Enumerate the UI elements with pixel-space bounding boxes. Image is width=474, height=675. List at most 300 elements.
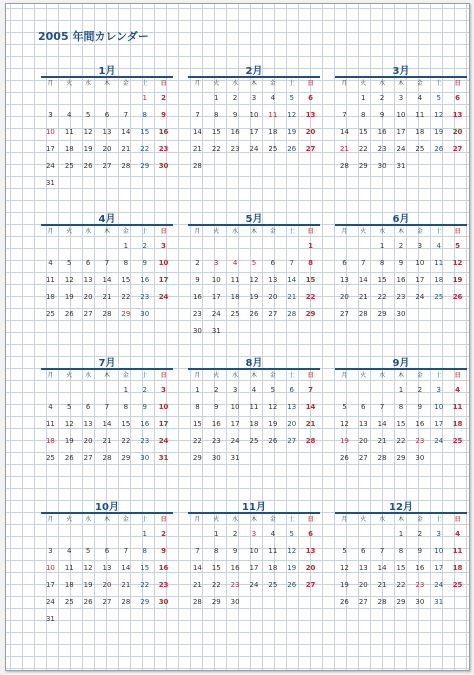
day-cell: 18 <box>64 581 74 589</box>
day-cell: 30 <box>211 454 221 462</box>
day-cell: 4 <box>232 259 238 267</box>
day-cell: 11 <box>415 111 425 119</box>
empty-cell <box>188 238 207 255</box>
month-block <box>188 210 320 340</box>
month-title: 9月 <box>335 354 467 370</box>
day-cell: 14 <box>287 276 297 284</box>
day-cell: 4 <box>270 94 276 102</box>
weekday-header: 水 <box>232 80 239 87</box>
day-cell: 30 <box>415 454 425 462</box>
day-cell: 23 <box>415 437 425 445</box>
day-cell: 26 <box>452 293 463 301</box>
day-cell: 24 <box>249 581 259 589</box>
day-cell: 22 <box>211 581 221 589</box>
day-cell: 12 <box>268 403 278 411</box>
day-cell: 1 <box>361 94 366 102</box>
month-title: 12月 <box>335 498 467 514</box>
weekday-header: 日 <box>160 516 167 523</box>
day-cell: 21 <box>121 145 131 153</box>
weekday-header: 月 <box>47 228 54 235</box>
month-block <box>41 210 173 323</box>
day-cell: 24 <box>45 162 55 170</box>
weekday-header: 木 <box>250 372 257 379</box>
month-block <box>335 354 467 467</box>
empty-cell <box>354 526 373 543</box>
day-cell: 23 <box>140 437 150 445</box>
empty-cell <box>335 382 354 399</box>
day-cell: 29 <box>140 598 150 606</box>
day-cell: 11 <box>268 547 278 555</box>
day-cell: 7 <box>123 547 129 555</box>
day-cell: 26 <box>83 598 93 606</box>
day-cell: 13 <box>452 111 463 119</box>
day-cell: 27 <box>339 310 349 318</box>
day-cell: 22 <box>211 145 221 153</box>
day-cell: 25 <box>452 437 463 445</box>
day-cell: 3 <box>398 94 404 102</box>
day-cell: 26 <box>434 145 444 153</box>
day-cell: 12 <box>249 276 259 284</box>
day-cell: 19 <box>249 293 259 301</box>
weekday-header: 月 <box>194 372 201 379</box>
empty-cell <box>60 90 79 107</box>
day-cell: 2 <box>232 94 238 102</box>
empty-cell <box>116 90 135 107</box>
day-cell: 4 <box>270 530 276 538</box>
day-cell: 30 <box>140 454 150 462</box>
day-cell: 13 <box>83 276 93 284</box>
day-cell: 10 <box>415 259 425 267</box>
weekday-header: 金 <box>122 372 129 379</box>
day-cell: 27 <box>102 162 112 170</box>
day-cell: 24 <box>434 581 444 589</box>
weekday-header: 水 <box>379 372 386 379</box>
day-cell: 7 <box>289 259 294 267</box>
weekday-header: 水 <box>85 80 92 87</box>
day-cell: 24 <box>434 437 444 445</box>
day-cell: 21 <box>192 145 202 153</box>
weekday-header: 火 <box>360 372 367 379</box>
month-title: 10月 <box>41 498 173 514</box>
day-cell: 7 <box>308 386 313 394</box>
empty-cell <box>245 238 264 255</box>
day-cell: 23 <box>230 145 240 153</box>
day-cell: 18 <box>230 293 240 301</box>
day-cell: 5 <box>251 259 257 267</box>
day-cell: 8 <box>214 111 219 119</box>
day-cell: 22 <box>121 437 131 445</box>
weekday-header: 月 <box>194 80 201 87</box>
day-cell: 13 <box>305 547 316 555</box>
day-cell: 14 <box>339 128 349 136</box>
weekday-header: 金 <box>269 228 276 235</box>
day-cell: 22 <box>305 293 316 301</box>
day-cell: 30 <box>158 598 169 606</box>
day-cell: 22 <box>192 437 202 445</box>
month-title: 1月 <box>41 62 173 78</box>
day-cell: 8 <box>379 259 385 267</box>
day-cell: 1 <box>142 530 147 538</box>
day-cell: 15 <box>358 128 368 136</box>
day-cell: 30 <box>192 327 202 335</box>
day-cell: 18 <box>268 564 278 572</box>
weekday-header: 日 <box>307 228 314 235</box>
month-days <box>335 514 467 611</box>
day-cell: 1 <box>123 386 129 394</box>
day-cell: 30 <box>140 310 150 318</box>
day-cell: 16 <box>211 420 221 428</box>
day-cell: 2 <box>398 242 404 250</box>
day-cell: 17 <box>434 564 444 572</box>
day-cell: 4 <box>417 94 423 102</box>
weekday-header: 金 <box>269 80 276 87</box>
day-cell: 27 <box>358 454 368 462</box>
day-cell: 10 <box>249 547 259 555</box>
day-cell: 5 <box>436 94 441 102</box>
month-title: 2月 <box>188 62 320 78</box>
day-cell: 15 <box>121 276 131 284</box>
month-block <box>41 498 173 628</box>
day-cell: 14 <box>377 420 387 428</box>
day-cell: 24 <box>45 598 55 606</box>
day-cell: 21 <box>102 293 112 301</box>
day-cell: 28 <box>192 162 202 170</box>
day-cell: 30 <box>396 310 406 318</box>
weekday-header: 水 <box>232 372 239 379</box>
weekday-header: 水 <box>232 228 239 235</box>
day-cell: 6 <box>455 94 460 102</box>
day-cell: 10 <box>211 276 221 284</box>
weekday-header: 土 <box>435 80 442 87</box>
weekday-header: 土 <box>141 516 148 523</box>
day-cell: 3 <box>417 242 423 250</box>
day-cell: 6 <box>342 259 347 267</box>
day-cell: 10 <box>230 403 240 411</box>
weekday-header: 土 <box>288 516 295 523</box>
day-cell: 6 <box>308 530 313 538</box>
day-cell: 9 <box>417 547 423 555</box>
day-cell: 16 <box>415 564 425 572</box>
weekday-header: 土 <box>435 516 442 523</box>
day-cell: 14 <box>358 276 368 284</box>
day-cell: 15 <box>140 128 150 136</box>
day-cell: 15 <box>305 276 316 284</box>
day-cell: 25 <box>415 145 425 153</box>
weekday-header: 火 <box>66 80 73 87</box>
day-cell: 14 <box>192 564 202 572</box>
day-cell: 6 <box>308 94 313 102</box>
month-days <box>335 226 467 323</box>
day-cell: 26 <box>287 581 297 589</box>
day-cell: 3 <box>232 386 238 394</box>
month-days <box>188 370 320 467</box>
day-cell: 27 <box>452 145 463 153</box>
day-cell: 3 <box>251 94 257 102</box>
day-cell: 11 <box>434 259 444 267</box>
day-cell: 25 <box>452 581 463 589</box>
weekday-header: 金 <box>122 80 129 87</box>
day-cell: 7 <box>195 111 200 119</box>
day-cell: 9 <box>417 403 423 411</box>
day-cell: 17 <box>158 420 169 428</box>
day-cell: 20 <box>287 420 297 428</box>
day-cell: 9 <box>232 547 238 555</box>
day-cell: 16 <box>140 420 150 428</box>
day-cell: 13 <box>305 111 316 119</box>
day-cell: 30 <box>377 162 387 170</box>
weekday-header: 土 <box>288 372 295 379</box>
day-cell: 13 <box>268 276 278 284</box>
day-cell: 19 <box>64 437 74 445</box>
day-cell: 8 <box>123 259 129 267</box>
empty-cell <box>116 526 135 543</box>
weekday-header: 日 <box>454 228 461 235</box>
day-cell: 14 <box>305 403 316 411</box>
day-cell: 18 <box>249 420 259 428</box>
day-cell: 20 <box>305 564 316 572</box>
day-cell: 7 <box>342 111 347 119</box>
day-cell: 20 <box>339 293 349 301</box>
day-cell: 30 <box>415 598 425 606</box>
month-days <box>335 370 467 467</box>
empty-cell <box>60 382 79 399</box>
empty-cell <box>226 238 245 255</box>
weekday-header: 金 <box>416 228 423 235</box>
day-cell: 15 <box>140 564 150 572</box>
day-cell: 11 <box>230 276 240 284</box>
day-cell: 22 <box>358 145 368 153</box>
day-cell: 16 <box>396 276 406 284</box>
day-cell: 16 <box>140 276 150 284</box>
weekday-header: 火 <box>213 372 220 379</box>
day-cell: 11 <box>64 564 74 572</box>
weekday-header: 火 <box>66 516 73 523</box>
day-cell: 4 <box>67 111 72 119</box>
day-cell: 3 <box>48 547 53 555</box>
day-cell: 28 <box>102 310 112 318</box>
weekday-header: 金 <box>416 372 423 379</box>
day-cell: 16 <box>377 128 387 136</box>
weekday-header: 木 <box>250 228 257 235</box>
day-cell: 13 <box>83 420 93 428</box>
month-block <box>188 498 320 611</box>
day-cell: 8 <box>398 547 404 555</box>
day-cell: 19 <box>287 128 297 136</box>
day-cell: 28 <box>339 162 349 170</box>
day-cell: 8 <box>195 403 200 411</box>
day-cell: 20 <box>358 437 368 445</box>
weekday-header: 木 <box>397 516 404 523</box>
day-cell: 19 <box>339 581 349 589</box>
day-cell: 17 <box>396 128 406 136</box>
empty-cell <box>41 238 60 255</box>
month-title: 5月 <box>188 210 320 226</box>
month-days <box>335 78 467 175</box>
day-cell: 29 <box>121 454 131 462</box>
day-cell: 29 <box>305 310 316 318</box>
day-cell: 6 <box>289 386 294 394</box>
day-cell: 9 <box>195 276 200 284</box>
day-cell: 5 <box>455 242 460 250</box>
day-cell: 28 <box>377 598 387 606</box>
day-cell: 20 <box>305 128 316 136</box>
day-cell: 28 <box>358 310 368 318</box>
day-cell: 24 <box>249 145 259 153</box>
day-cell: 25 <box>268 581 278 589</box>
day-cell: 17 <box>211 293 221 301</box>
day-cell: 27 <box>83 454 93 462</box>
day-cell: 2 <box>195 259 200 267</box>
weekday-header: 月 <box>47 516 54 523</box>
day-cell: 1 <box>195 386 200 394</box>
weekday-header: 土 <box>141 228 148 235</box>
day-cell: 16 <box>158 128 169 136</box>
day-cell: 22 <box>121 293 131 301</box>
month-title: 3月 <box>335 62 467 78</box>
day-cell: 6 <box>104 111 110 119</box>
day-cell: 15 <box>396 420 406 428</box>
day-cell: 16 <box>415 420 425 428</box>
day-cell: 21 <box>192 581 202 589</box>
day-cell: 25 <box>45 454 55 462</box>
month-title: 8月 <box>188 354 320 370</box>
day-cell: 31 <box>211 327 221 335</box>
day-cell: 17 <box>158 276 169 284</box>
weekday-header: 木 <box>103 80 110 87</box>
weekday-header: 月 <box>194 516 201 523</box>
empty-cell <box>282 238 301 255</box>
day-cell: 14 <box>121 564 131 572</box>
day-cell: 2 <box>142 386 147 394</box>
day-cell: 5 <box>270 386 276 394</box>
day-cell: 8 <box>123 403 129 411</box>
day-cell: 22 <box>396 437 406 445</box>
day-cell: 20 <box>102 581 112 589</box>
weekday-header: 木 <box>397 80 404 87</box>
weekday-header: 土 <box>435 372 442 379</box>
day-cell: 11 <box>45 276 55 284</box>
day-cell: 5 <box>67 259 72 267</box>
day-cell: 13 <box>358 420 368 428</box>
day-cell: 23 <box>396 293 406 301</box>
day-cell: 15 <box>192 420 202 428</box>
month-block <box>335 62 467 175</box>
weekday-header: 水 <box>379 228 386 235</box>
day-cell: 8 <box>361 111 366 119</box>
day-cell: 27 <box>268 310 278 318</box>
day-cell: 26 <box>268 437 278 445</box>
weekday-header: 月 <box>47 372 54 379</box>
day-cell: 19 <box>64 293 74 301</box>
day-cell: 25 <box>249 437 259 445</box>
day-cell: 1 <box>214 530 219 538</box>
weekday-header: 日 <box>307 372 314 379</box>
weekday-header: 月 <box>341 80 348 87</box>
day-cell: 18 <box>45 293 55 301</box>
empty-cell <box>98 238 117 255</box>
day-cell: 4 <box>67 547 72 555</box>
day-cell: 19 <box>83 581 93 589</box>
weekday-header: 日 <box>160 80 167 87</box>
weekday-header: 木 <box>103 516 110 523</box>
day-cell: 7 <box>379 403 385 411</box>
day-cell: 10 <box>45 128 55 136</box>
weekday-header: 土 <box>435 228 442 235</box>
day-cell: 29 <box>358 162 368 170</box>
day-cell: 1 <box>308 242 313 250</box>
day-cell: 11 <box>64 128 74 136</box>
month-days <box>41 78 173 192</box>
day-cell: 3 <box>161 242 166 250</box>
day-cell: 14 <box>102 420 112 428</box>
day-cell: 25 <box>45 310 55 318</box>
day-cell: 15 <box>211 128 221 136</box>
day-cell: 23 <box>230 581 240 589</box>
day-cell: 6 <box>361 547 366 555</box>
day-cell: 9 <box>398 259 404 267</box>
day-cell: 9 <box>161 547 166 555</box>
day-cell: 25 <box>434 293 444 301</box>
weekday-header: 木 <box>103 228 110 235</box>
day-cell: 7 <box>104 259 110 267</box>
calendar-sheet <box>5 3 470 671</box>
day-cell: 21 <box>358 293 368 301</box>
day-cell: 11 <box>452 547 463 555</box>
day-cell: 18 <box>434 276 444 284</box>
day-cell: 7 <box>379 547 385 555</box>
empty-cell <box>263 238 282 255</box>
day-cell: 3 <box>436 530 441 538</box>
day-cell: 5 <box>85 111 91 119</box>
day-cell: 19 <box>83 145 93 153</box>
day-cell: 31 <box>434 598 444 606</box>
day-cell: 8 <box>398 403 404 411</box>
weekday-header: 火 <box>66 228 73 235</box>
day-cell: 8 <box>142 111 147 119</box>
day-cell: 1 <box>398 530 404 538</box>
day-cell: 17 <box>45 145 55 153</box>
weekday-header: 土 <box>141 80 148 87</box>
day-cell: 27 <box>287 437 297 445</box>
day-cell: 4 <box>48 403 53 411</box>
day-cell: 4 <box>48 259 53 267</box>
day-cell: 6 <box>85 403 91 411</box>
day-cell: 21 <box>339 145 349 153</box>
day-cell: 5 <box>67 403 72 411</box>
day-cell: 12 <box>452 259 463 267</box>
day-cell: 31 <box>45 615 55 623</box>
day-cell: 17 <box>434 420 444 428</box>
day-cell: 28 <box>287 310 297 318</box>
day-cell: 18 <box>452 564 463 572</box>
empty-cell <box>60 238 79 255</box>
day-cell: 19 <box>434 128 444 136</box>
weekday-header: 水 <box>85 372 92 379</box>
day-cell: 28 <box>192 598 202 606</box>
month-block <box>188 354 320 467</box>
weekday-header: 水 <box>232 516 239 523</box>
empty-cell <box>98 382 117 399</box>
empty-cell <box>373 382 392 399</box>
day-cell: 3 <box>436 386 441 394</box>
day-cell: 9 <box>142 403 147 411</box>
day-cell: 28 <box>121 162 131 170</box>
day-cell: 29 <box>396 598 406 606</box>
day-cell: 29 <box>377 310 387 318</box>
month-days <box>41 514 173 628</box>
day-cell: 13 <box>102 564 112 572</box>
weekday-header: 金 <box>269 516 276 523</box>
